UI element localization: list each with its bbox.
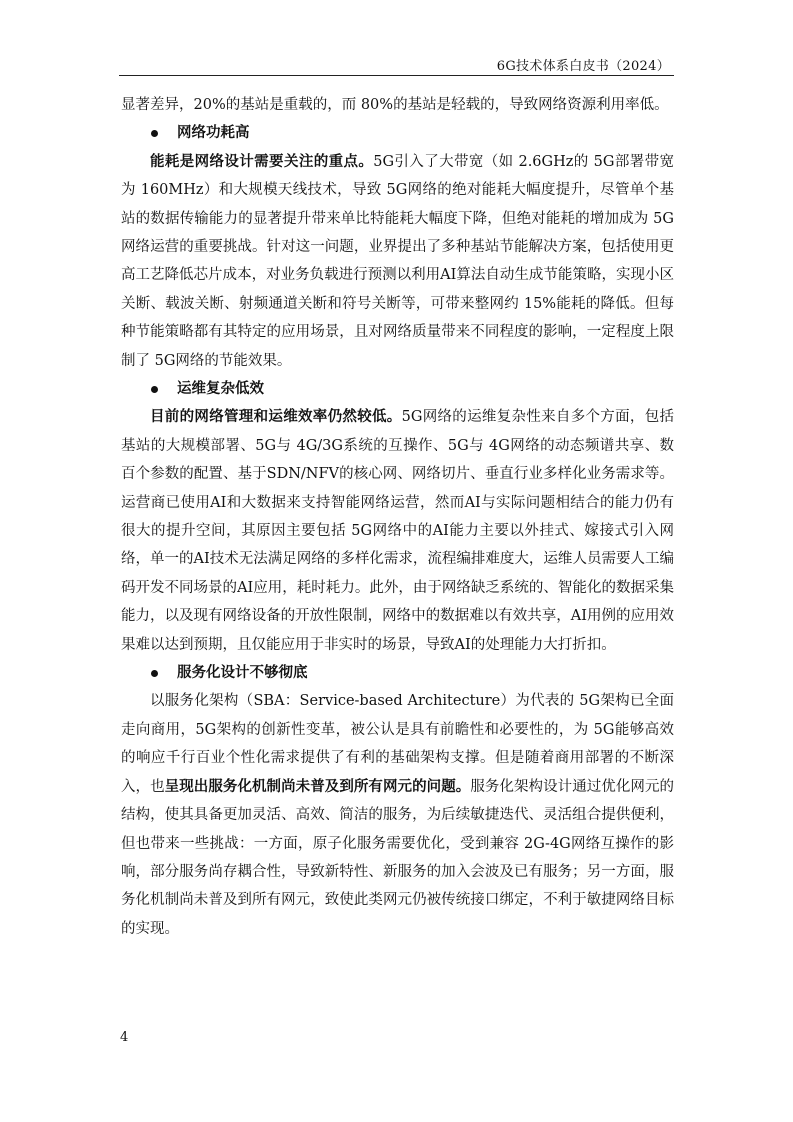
service-design-paragraph [121, 687, 674, 943]
section-heading-power-consumption [121, 119, 674, 147]
continued-paragraph [121, 91, 674, 119]
power-consumption-paragraph [121, 148, 674, 375]
service-design-text-before: 以服务化架构（SBA：Service-based Architecture）为代表的 5G架构已全面走向商用，5G架构的创新性变革，被公认是具有前瞻性和必要性的，为 5G能够高效的响应千行百业个性化需求提供了有利的基础架构支撑。但是随着商用部署的不断深入，也 [121, 693, 674, 795]
bullet-dot-icon [151, 386, 158, 393]
header-divider [119, 75, 674, 76]
operations-paragraph [121, 403, 674, 659]
operations-text: 5G网络的运维复杂性来自多个方面，包括基站的大规模部署、5G与 4G/3G系统的互操作、5G与 4G网络的动态频谱共享、数百个参数的配置、基于SDN/NFV的核心网、网络切片、垂直行业多样化业务需求等。运营商已使用AI和大数据来支持智能网络运营，然而AI与实际问题相结合的能力仍有很大的提升空间，其原因主要包括 5G网络中的AI能力主要以外挂式、嫁接式引入网络，单一的AI技术无法满足网络的多样化需求，流程编排难度大，运维人员需要人工编码开发不同场景的AI应用，耗时耗力。此外，由于网络缺乏系统的、智能化的数据采集能力，以及现有网络设备的开放性限制，网络中的数据难以有效共享，AI用例的应用效果难以达到预期，且仅能应用于非实时的场景，导致AI的处理能力大打折扣。 [121, 409, 674, 653]
bullet-dot-icon [151, 670, 158, 677]
section-heading-text: 运维复杂低效 [177, 380, 264, 398]
continued-paragraph-text: 显著差异，20%的基站是重载的，而 80%的基站是轻载的，导致网络资源利用率低。 [121, 97, 669, 113]
section-heading-text: 服务化设计不够彻底 [177, 664, 308, 682]
power-consumption-text: 5G引入了大带宽（如 2.6GHz的 5G部署带宽为 160MHz）和大规模天线技术，导致 5G网络的绝对能耗大幅度提升，尽管单个基站的数据传输能力的显著提升带来单比特能耗大幅度下降，但绝对能耗的增加成为 5G网络运营的重要挑战。针对这一问题，业界提出了多种基站节能解决方案，包括使用更高工艺降低芯片成本，对业务负载进行预测以利用AI算法自动生成节能策略，实现小区关断、载波关断、射频通道关断和符号关断等，可带来整网约 15%能耗的降低。但每种节能策略都有其特定的应用场景，且对网络质量带来不同程度的影响，一定程度上限制了 5G网络的节能效果。 [121, 153, 674, 369]
section-heading-service-design [121, 659, 674, 687]
bullet-dot-icon [151, 130, 158, 137]
power-consumption-lead: 能耗是网络设计需要关注的重点。 [150, 152, 374, 170]
operations-lead: 目前的网络管理和运维效率仍然较低。 [150, 408, 402, 426]
page-number: 4 [120, 1030, 129, 1045]
service-design-bold: 呈现出服务化机制尚未普及到所有网元的问题。 [164, 777, 471, 795]
service-design-text-after: 服务化架构设计通过优化网元的结构，使其具备更加灵活、高效、简洁的服务，为后续敏捷迭代、灵活组合提供便利，但也带来一些挑战：一方面，原子化服务需要优化，受到兼容 2G-4G网络互操作的影响，部分服务尚存耦合性，导致新特性、新服务的加入会波及已有服务；另一方面，服务化机制尚未普及到所有网元，致使此类网元仍被传统接口绑定，不利于敏捷网络目标的实现。 [121, 778, 675, 937]
section-heading-text: 网络功耗高 [177, 124, 250, 142]
page-content [121, 91, 674, 943]
section-heading-operations [121, 375, 674, 403]
running-header-title: 6G技术体系白皮书（2024） [496, 59, 670, 74]
